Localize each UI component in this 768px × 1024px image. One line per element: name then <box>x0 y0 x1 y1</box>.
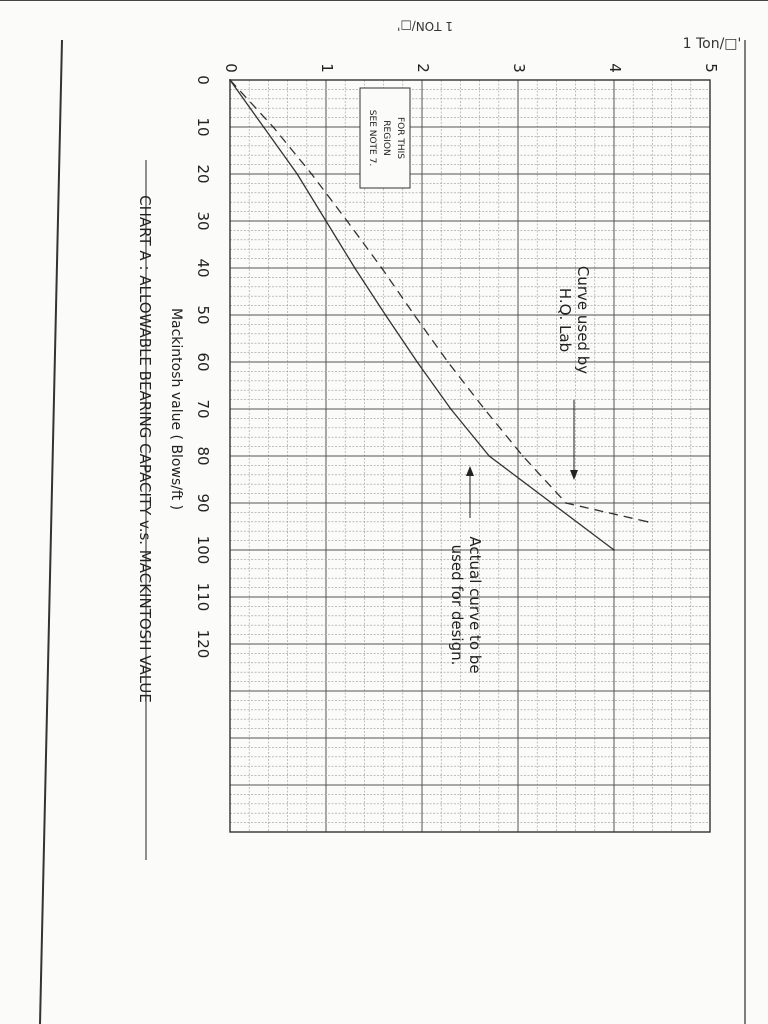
data-point <box>565 502 567 504</box>
data-point <box>416 361 418 363</box>
data-point <box>450 408 452 410</box>
x-tick-label: 120 <box>194 629 212 659</box>
y-tick-label: 5 <box>702 63 720 73</box>
data-point <box>385 314 387 316</box>
x-tick-label: 110 <box>194 582 212 612</box>
data-point <box>325 220 327 222</box>
data-point <box>272 126 274 128</box>
data-point <box>354 267 356 269</box>
data-point <box>447 361 449 363</box>
data-point <box>346 220 348 222</box>
x-tick-label: 100 <box>194 535 212 565</box>
annotation-design: Actual curve to be <box>466 536 484 674</box>
data-point <box>647 521 649 523</box>
region-note-text: FOR THIS <box>395 116 405 160</box>
top-right-mark: 1 Ton/□' <box>682 36 742 52</box>
x-tick-label: 60 <box>194 352 212 372</box>
data-point <box>551 502 553 504</box>
data-point <box>613 549 615 551</box>
x-tick-label: 50 <box>194 305 212 325</box>
data-point <box>488 455 490 457</box>
x-axis-label: Mackintosh value ( Blows/ft ) <box>168 307 184 511</box>
x-tick-label: 70 <box>194 399 212 419</box>
data-point <box>522 455 524 457</box>
x-tick-label: 20 <box>194 164 212 184</box>
region-note-text: SEE NOTE 7. <box>367 109 377 167</box>
data-point <box>229 79 231 81</box>
annotation-hq-lab: H.Q. Lab <box>556 287 574 353</box>
y-tick-label: 3 <box>510 63 528 73</box>
x-tick-label: 90 <box>194 493 212 513</box>
region-note-text: REGION <box>381 120 391 156</box>
x-tick-label: 0 <box>194 75 212 85</box>
annotation-hq-lab: Curve used by <box>574 265 592 375</box>
x-tick-label: 30 <box>194 211 212 231</box>
data-point <box>263 126 265 128</box>
y-tick-label: 0 <box>222 63 240 73</box>
chart-labels <box>136 19 741 860</box>
data-point <box>413 314 415 316</box>
y-tick-label: 2 <box>414 63 432 73</box>
chart-grid <box>230 80 710 832</box>
annotation-arrowhead-design <box>466 466 474 476</box>
annotation-design: used for design. <box>448 544 466 666</box>
data-point <box>296 173 298 175</box>
y-tick-label: 4 <box>606 63 624 73</box>
data-point <box>484 408 486 410</box>
chart-title: CHART A : ALLOWABLE BEARING CAPACITY v.s. MACKINTOSH VALUE <box>136 195 154 703</box>
x-tick-label: 80 <box>194 446 212 466</box>
data-point <box>311 173 313 175</box>
top-left-mark: 1 TON/□' <box>397 19 453 33</box>
data-point <box>381 267 383 269</box>
x-tick-label: 10 <box>194 117 212 137</box>
x-tick-label: 40 <box>194 258 212 278</box>
y-tick-label: 1 <box>318 63 336 73</box>
